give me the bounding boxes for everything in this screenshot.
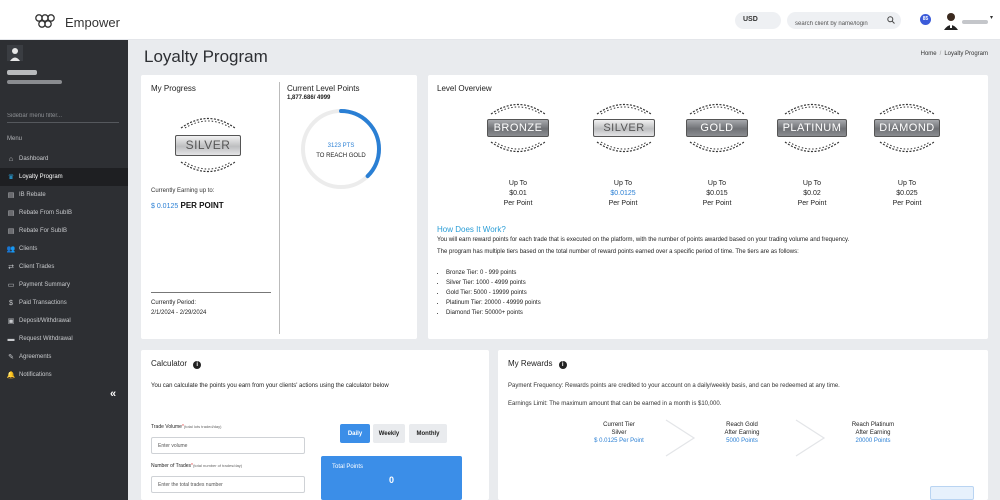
exchange-icon: ⇄ xyxy=(8,264,14,271)
document-icon: ▤ xyxy=(7,210,15,217)
laurel-bottom-icon xyxy=(487,141,549,155)
sidebar-user-name xyxy=(7,70,37,75)
vertical-divider xyxy=(279,82,280,334)
tier-label-platinum: PLATINUM xyxy=(777,119,847,137)
sidebar xyxy=(0,40,128,500)
my-progress-title: My Progress xyxy=(151,84,196,93)
sidebar-filter-input[interactable] xyxy=(7,110,119,123)
my-rewards-card xyxy=(498,350,988,500)
chevron-right-icon xyxy=(664,418,698,458)
sidebar-item-clients[interactable]: 👥 Clients xyxy=(6,246,38,253)
wallet-icon: ▬ xyxy=(7,335,15,343)
reward-step-platinum: Reach Platinum After Earning 20000 Points xyxy=(851,422,895,444)
period-monthly-button[interactable]: Monthly xyxy=(409,424,447,443)
tier-list xyxy=(446,268,541,318)
list-item: • Diamond Tier: 50000+ points xyxy=(446,308,541,318)
laurel-top-icon xyxy=(777,101,847,115)
period-weekly-button[interactable]: Weekly xyxy=(373,424,405,443)
chevron-right-icon xyxy=(794,418,828,458)
page-title: Loyalty Program xyxy=(144,47,268,66)
bronze-badge xyxy=(487,101,549,155)
earning-unit: PER POINT xyxy=(180,201,224,210)
sidebar-item-ib-rebate[interactable]: ▤ IB Rebate xyxy=(7,192,46,199)
progress-card xyxy=(141,75,417,339)
total-points-panel xyxy=(321,456,462,500)
home-icon: ⌂ xyxy=(8,155,14,163)
notifications-badge[interactable]: 85 xyxy=(920,14,931,25)
current-level-points: 1,877.686/ 4999 xyxy=(287,95,331,101)
breadcrumb-separator: / xyxy=(939,51,942,57)
search-icon[interactable] xyxy=(887,16,895,26)
laurel-top-icon xyxy=(593,101,655,115)
logo-icon[interactable] xyxy=(33,13,57,29)
breadcrumb-current: Loyalty Program xyxy=(944,51,988,57)
calculator-card xyxy=(141,350,489,500)
brand-name: Empower xyxy=(65,15,120,30)
calculator-description: You can calculate the points you earn from your clients' actions using the calculator below xyxy=(151,383,389,389)
breadcrumb xyxy=(921,51,988,57)
trades-number-input[interactable] xyxy=(151,476,305,493)
how-it-works-title: How Does It Work? xyxy=(437,225,506,234)
list-item: • Platinum Tier: 20000 - 49999 points xyxy=(446,298,541,308)
reward-step-gold: Reach Gold After Earning 5000 Points xyxy=(724,422,760,444)
sidebar-item-notifications[interactable]: 🔔 Notifications xyxy=(6,372,52,379)
laurel-top-icon xyxy=(175,115,241,129)
money-icon: ▣ xyxy=(7,318,15,325)
earnings-limit-text: Earnings Limit: The maximum amount that can be earned in a month is $10,000. xyxy=(508,401,722,407)
earning-rate xyxy=(151,201,224,210)
sidebar-avatar xyxy=(7,45,23,61)
list-item: • Silver Tier: 1000 - 4999 points xyxy=(446,278,541,288)
period-divider xyxy=(151,292,271,293)
file-signature-icon: ✎ xyxy=(8,354,14,361)
tier-rate-gold: Up To $0.015 Per Point xyxy=(702,180,732,207)
how-it-works-text-1: You will earn reward points for each trade that is executed on the platform, with the number of points awarded based on your trading volume and frequency. xyxy=(437,237,850,243)
points-to-reach: 3123 PTS xyxy=(327,143,355,149)
redeem-button[interactable] xyxy=(930,486,974,500)
tier-rate-platinum: Up To $0.02 Per Point xyxy=(797,180,827,207)
diamond-badge xyxy=(874,101,940,155)
user-name[interactable] xyxy=(962,20,988,24)
client-search xyxy=(787,12,901,29)
earning-label: Currently Earning up to: xyxy=(151,188,215,194)
tier-label-gold: GOLD xyxy=(686,119,748,137)
laurel-bottom-icon xyxy=(175,161,241,175)
total-points-label: Total Points xyxy=(332,464,364,470)
laurel-bottom-icon xyxy=(874,141,940,155)
top-bar xyxy=(0,0,1000,40)
sidebar-item-payment-summary[interactable]: ▭ Payment Summary xyxy=(7,282,71,289)
info-icon[interactable]: i xyxy=(559,361,567,369)
sidebar-item-paid-transactions[interactable]: $ Paid Transactions xyxy=(0,294,128,312)
tier-rate-diamond: Up To $0.025 Per Point xyxy=(892,180,922,207)
breadcrumb-home[interactable]: Home xyxy=(920,51,937,57)
tier-label-bronze: BRONZE xyxy=(487,119,549,137)
trades-number-label: Number of Trades*(total number of trades/day) xyxy=(151,463,243,469)
chevron-down-icon[interactable]: ▾ xyxy=(990,15,994,21)
document-icon: ▤ xyxy=(7,228,15,235)
currency-selector[interactable]: USD xyxy=(735,12,781,29)
silver-badge xyxy=(175,115,241,175)
trade-volume-input[interactable] xyxy=(151,437,305,454)
laurel-bottom-icon xyxy=(777,141,847,155)
info-icon[interactable]: i xyxy=(193,361,201,369)
sidebar-item-request-withdrawal[interactable]: ▬ Request Withdrawal xyxy=(7,335,73,343)
how-it-works-text-2: The program has multiple tiers based on the total number of reward points earned over a specific period of time. The tiers are as follows: xyxy=(437,249,799,255)
trophy-icon: ♛ xyxy=(7,174,15,181)
sidebar-item-loyalty-program[interactable]: ♛ Loyalty Program xyxy=(0,168,128,186)
earning-value: $ 0.0125 xyxy=(151,203,179,210)
silver-badge xyxy=(593,101,655,155)
list-item: • Bronze Tier: 0 - 999 points xyxy=(446,268,541,278)
sidebar-item-client-trades[interactable]: ⇄ Client Trades xyxy=(0,258,128,276)
reward-step-current: Current Tier Silver $ 0.0125 Per Point xyxy=(594,422,644,444)
sidebar-item-agreements[interactable]: ✎ Agreements xyxy=(0,348,128,366)
rewards-title: My Rewards xyxy=(508,359,553,368)
sidebar-menu xyxy=(0,150,128,384)
tier-label-diamond: DIAMOND xyxy=(874,119,940,137)
trade-volume-label: Trade Volume*(total lots traded/day) xyxy=(151,424,222,430)
laurel-top-icon xyxy=(686,101,748,115)
level-overview-title: Level Overview xyxy=(437,84,492,93)
laurel-top-icon xyxy=(874,101,940,115)
period-value: 2/1/2024 - 2/29/2024 xyxy=(151,310,207,316)
tier-rate-bronze: Up To $0.01 Per Point xyxy=(503,180,533,207)
dollar-icon: $ xyxy=(9,299,13,307)
laurel-top-icon xyxy=(487,101,549,115)
rewards-title-row xyxy=(508,359,567,369)
laurel-bottom-icon xyxy=(686,141,748,155)
sidebar-item-rebate-from-subib[interactable]: ▤ Rebate From SubIB xyxy=(7,210,73,217)
reach-next-tier-label: TO REACH GOLD xyxy=(316,153,366,159)
sidebar-item-rebate-for-subib[interactable]: ▤ Rebate For SubIB xyxy=(7,228,68,235)
platinum-badge xyxy=(777,101,847,155)
tier-rate-silver: Up To $0.0125 Per Point xyxy=(608,180,638,207)
sidebar-collapse-button[interactable]: « xyxy=(110,388,117,400)
list-item: • Gold Tier: 5000 - 19999 points xyxy=(446,288,541,298)
menu-label: Menu xyxy=(7,136,23,142)
level-progress-ring xyxy=(299,107,383,191)
period-daily-button[interactable]: Daily xyxy=(340,424,370,443)
sidebar-user-email xyxy=(7,80,62,84)
gold-badge xyxy=(686,101,748,155)
period-label: Currently Period: xyxy=(151,300,197,306)
client-search-input[interactable] xyxy=(787,16,877,33)
user-avatar[interactable] xyxy=(943,12,959,30)
card-icon: ▭ xyxy=(7,282,15,289)
users-icon: 👥 xyxy=(6,246,16,253)
tier-label-silver: SILVER xyxy=(593,119,655,137)
sidebar-item-dashboard[interactable]: ⌂ Dashboard xyxy=(0,150,128,168)
document-icon: ▤ xyxy=(7,192,15,199)
sidebar-item-deposit-withdrawal[interactable]: ▣ Deposit/Withdrawal xyxy=(7,318,71,325)
bell-icon: 🔔 xyxy=(6,372,16,379)
current-level-title: Current Level Points xyxy=(287,84,360,93)
calculator-title: Calculator xyxy=(151,359,188,368)
payment-frequency-text: Payment Frequency: Rewards points are credited to your account on a daily/weekly basis, and can be redeemed at any time. xyxy=(508,383,840,389)
badge-label: SILVER xyxy=(175,135,241,156)
total-points-value: 0 xyxy=(388,475,394,485)
laurel-bottom-icon xyxy=(593,141,655,155)
calculator-title-row xyxy=(151,359,201,369)
